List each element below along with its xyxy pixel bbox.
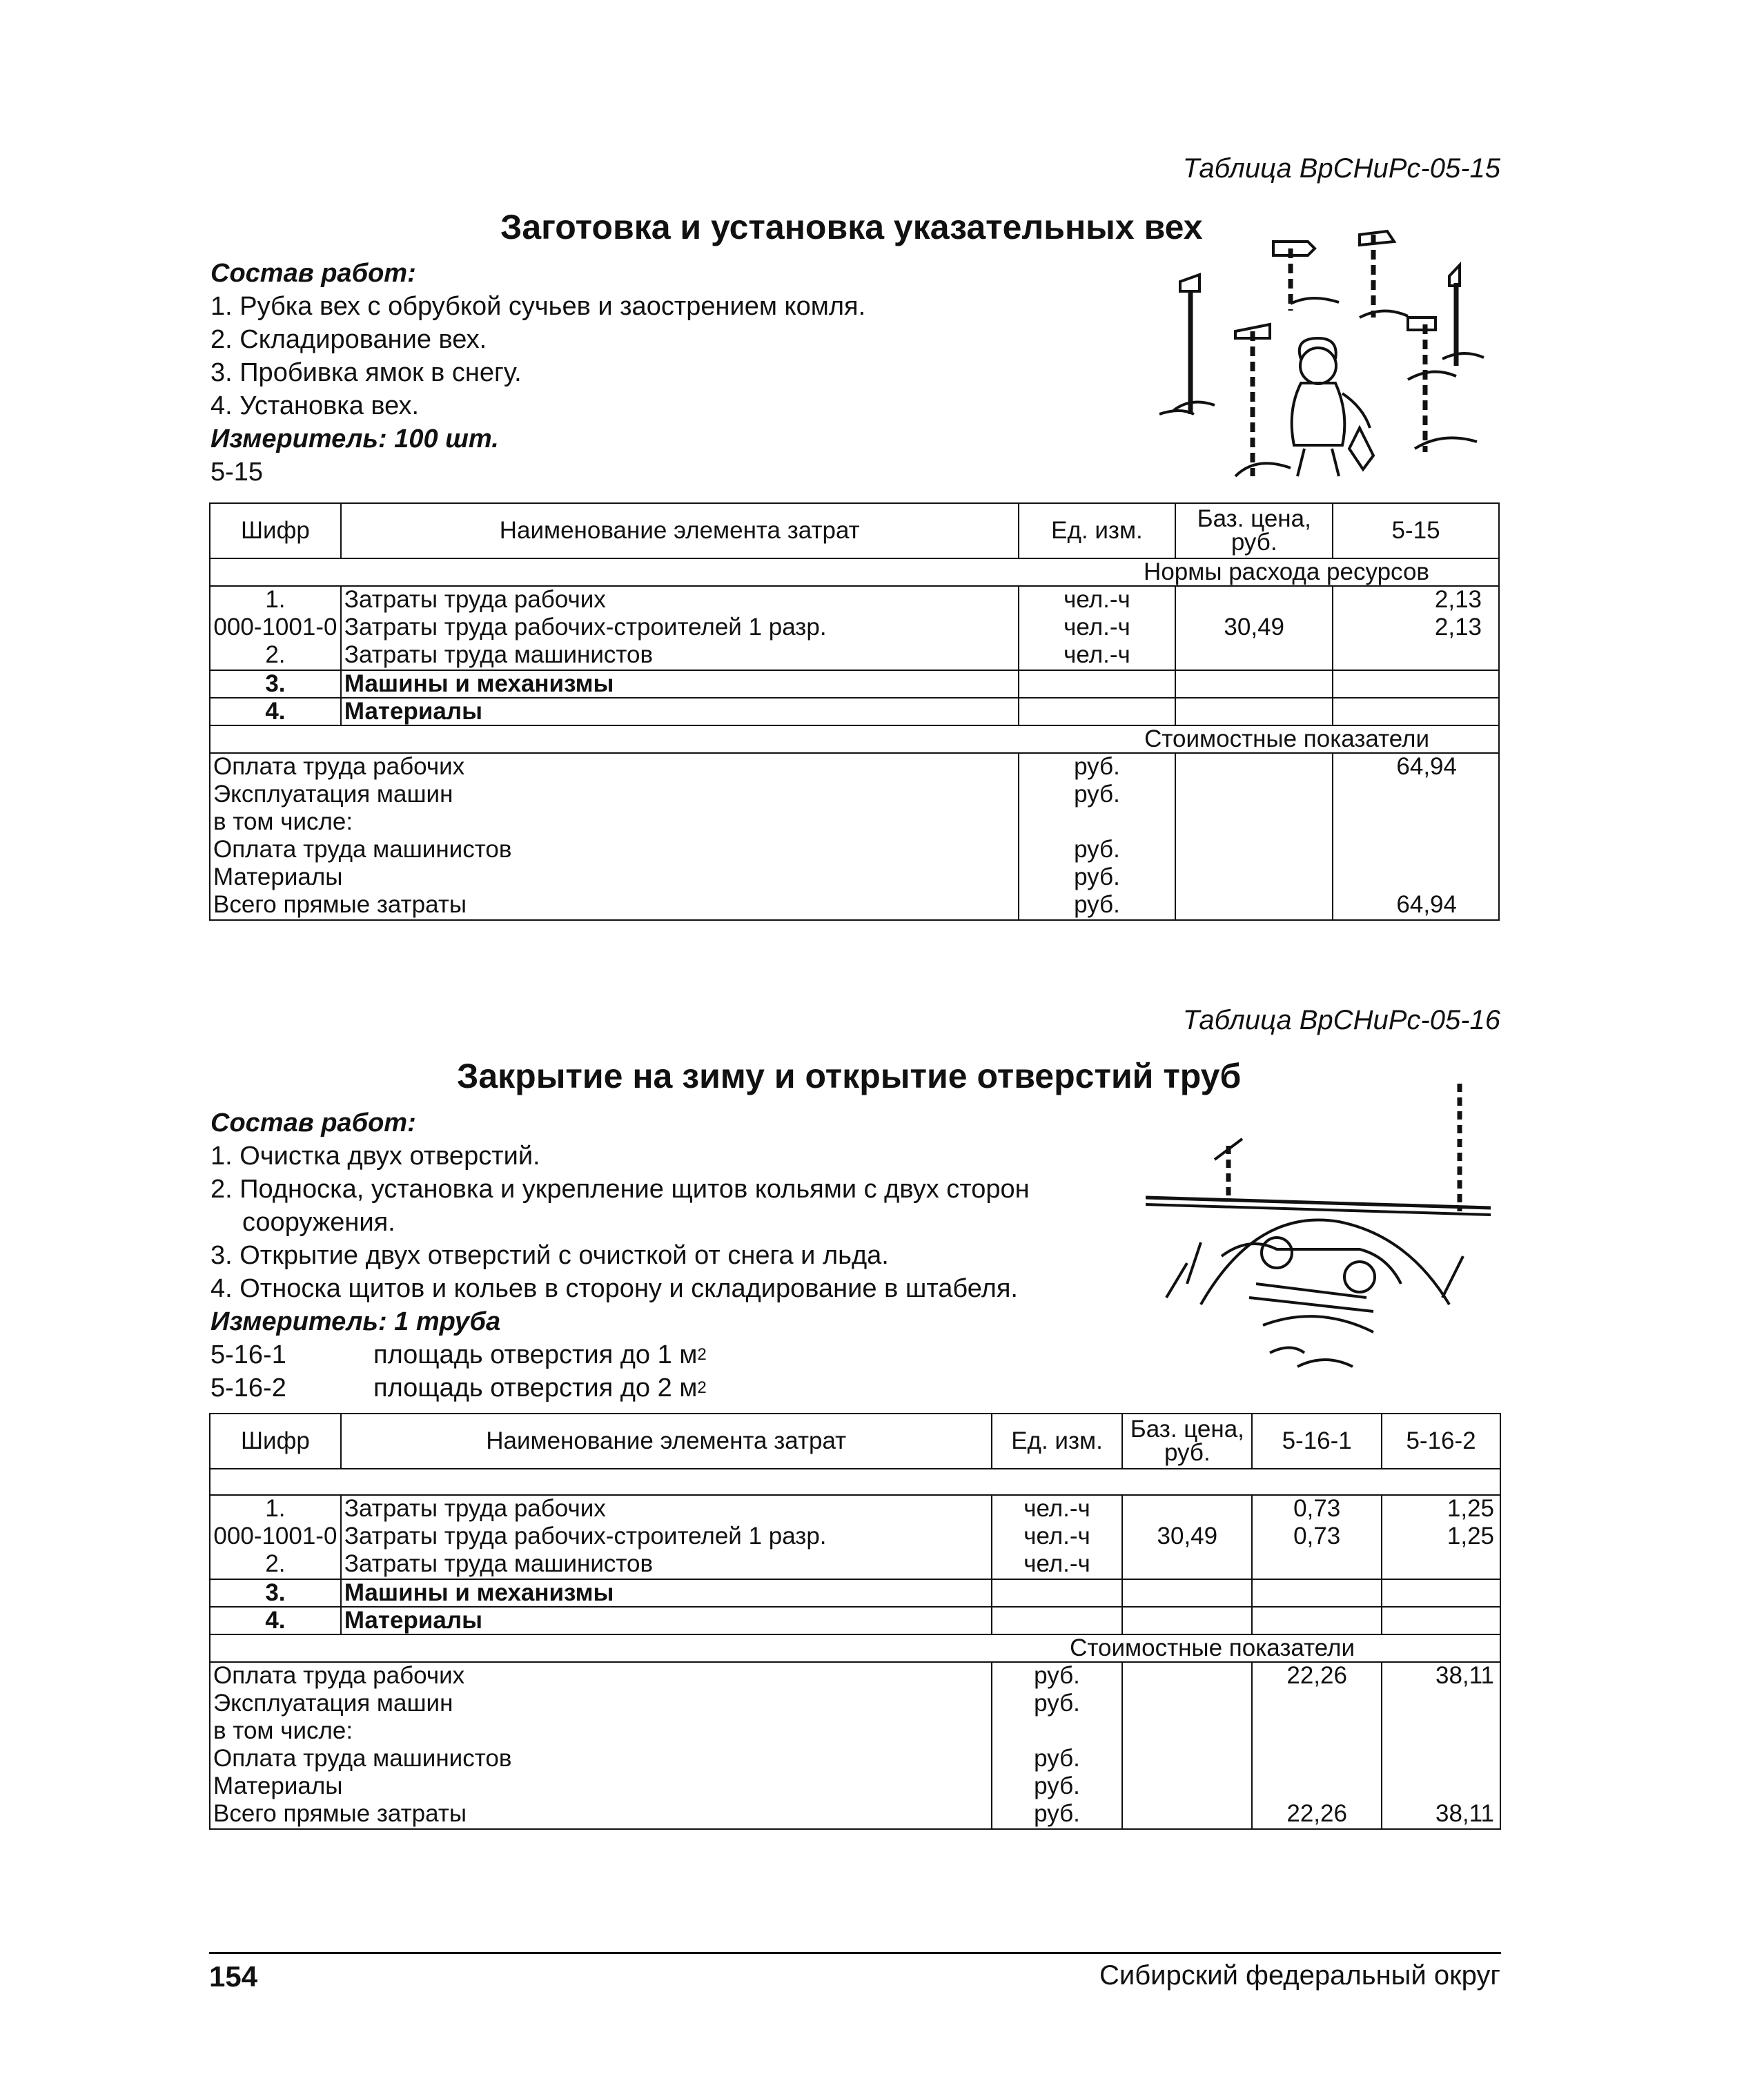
cost-value [1336,837,1457,864]
labor-rows [210,586,1499,670]
row-code: 000-1001-0 [213,614,337,641]
row-code: 1. [265,586,286,613]
cost-value: 22,26 [1286,1662,1347,1689]
variant-sup: 2 [697,1345,707,1364]
work-item: 4. Установка вех. [210,391,420,420]
work-item: 3. Пробивка ямок в снегу. [210,358,522,387]
header-unit: Ед. изм. [1019,503,1176,558]
header-code: Шифр [210,1414,341,1469]
cost-unit: руб. [1074,863,1120,890]
cost-unit: руб. [1034,1745,1080,1772]
row-name: Затраты труда рабочих-строителей 1 разр. [344,614,827,641]
row-code: 1. [265,1495,286,1522]
cost-name: Оплата труда рабочих [213,1662,465,1689]
cost-unit [995,1718,1119,1746]
cost-unit: руб. [1034,1772,1080,1799]
cost-name: в том числе: [213,808,353,835]
row-name: Затраты труда машинистов [344,641,654,668]
work-item: 2. Складирование вех. [210,325,487,354]
cost-value [1385,1718,1494,1746]
row-price: 30,49 [1157,1523,1218,1550]
row-value [1385,1551,1494,1579]
row-unit: чел.-ч [1064,614,1130,641]
row-name: Затраты труда рабочих-строителей 1 разр. [344,1523,827,1550]
header-col1: 5-15 [1333,503,1499,558]
variant-line [210,1338,1030,1371]
row-value: 2,13 [1434,614,1482,641]
cost-label: Стоимостные показатели [210,1634,1500,1662]
section-label-row [210,558,1499,586]
row-value: 1,25 [1447,1523,1494,1550]
header-unit: Ед. изм. [992,1414,1123,1469]
cost-name: Оплата труда машинистов [213,836,512,863]
table-header-row [210,503,1499,558]
table-header-row [210,1414,1500,1469]
cost-value [1255,1746,1378,1773]
section-label-row [210,1634,1500,1662]
work-item: 4. Относка щитов и кольев в сторону и складирование в штабеля. [210,1274,1018,1303]
cost-value [1336,864,1457,892]
table1-title: Заготовка и установка указательных вех [500,208,1203,246]
cost-value: 38,11 [1435,1800,1494,1827]
row-value: 1,25 [1447,1495,1494,1522]
norms-label: Нормы расхода ресурсов [210,558,1499,586]
row-value: 0,73 [1293,1523,1341,1550]
section-label-row [210,725,1499,753]
cost-label: Стоимостные показатели [210,725,1499,753]
variant-text: площадь отверстия до 2 м [373,1374,698,1403]
header-name: Наименование элемента затрат [341,503,1019,558]
table1-work-list [210,257,865,489]
header-name: Наименование элемента затрат [341,1414,992,1469]
works-header: Состав работ: [210,259,416,288]
marker-poles-illustration [1153,221,1511,490]
variant-line [210,1371,1030,1405]
variant-code: 5-16-1 [210,1340,286,1369]
cost-name: Оплата труда рабочих [213,753,465,780]
row-code: 2. [265,641,286,668]
cost-value [1255,1718,1378,1746]
header-col2: 5-16-2 [1382,1414,1500,1469]
cost-value: 64,94 [1396,753,1457,780]
cost-value [1336,809,1457,837]
cost-unit: руб. [1034,1662,1080,1689]
cost-unit: руб. [1074,891,1120,918]
cost-value: 38,11 [1435,1662,1494,1689]
work-item: 3. Открытие двух отверстий с очисткой от снега и льда. [210,1241,889,1270]
variant-code: 5-16-2 [210,1374,286,1403]
row-name: Затраты труда рабочих [344,1495,606,1522]
cost-unit: руб. [1074,836,1120,863]
code-line: 5-15 [210,458,264,487]
table2-title: Закрытие на зиму и открытие отверстий труб [457,1057,1242,1095]
cost-value [1255,1773,1378,1801]
pipe-opening-illustration [1146,1077,1505,1394]
cost-value [1385,1773,1494,1801]
row-unit: чел.-ч [1023,1523,1090,1550]
cost-rows [210,753,1499,920]
header-price: Баз. цена, руб. [1175,503,1333,558]
machines-row: 3. Машины и механизмы [210,1579,1500,1607]
row-value: 0,73 [1293,1495,1341,1522]
header-price: Баз. цена, руб. [1122,1414,1252,1469]
row-value [1336,642,1482,670]
page-number: 154 [209,1960,258,1993]
cost-name: Эксплуатация машин [213,781,453,808]
cost-value [1255,1690,1378,1718]
cost-unit: руб. [1074,781,1120,808]
materials-row: 4. Материалы [210,1607,1500,1634]
table2-caption: Таблица ВрСНиРс-05-16 [1182,1005,1500,1035]
cost-unit: руб. [1034,1800,1080,1827]
table1-caption: Таблица ВрСНиРс-05-15 [1182,153,1500,184]
cost-value: 64,94 [1396,891,1457,918]
footer-rule [209,1952,1501,1954]
row-unit: чел.-ч [1023,1495,1090,1522]
cost-name: в том числе: [213,1717,353,1744]
row-unit: чел.-ч [1023,1550,1090,1577]
materials-row: 4. Материалы [210,698,1499,725]
header-col1: 5-16-1 [1252,1414,1382,1469]
cost-unit: руб. [1034,1690,1080,1717]
empty-spacer-row [210,1469,1500,1495]
variant-sup: 2 [697,1378,707,1397]
cost-unit [1022,809,1173,837]
works-header: Состав работ: [210,1108,416,1137]
table2-work-list [210,1106,1030,1405]
cost-value [1385,1690,1494,1718]
cost-value: 22,26 [1286,1800,1347,1827]
table2-cost-table [209,1413,1501,1830]
row-price: 30,49 [1224,614,1285,641]
machines-row: 3. Машины и механизмы [210,670,1499,698]
header-code: Шифр [210,503,341,558]
labor-rows [210,1495,1500,1579]
cost-value [1336,781,1457,809]
row-unit: чел.-ч [1064,586,1130,613]
work-item: сооружения. [242,1208,395,1237]
measure-unit: Измеритель: 1 труба [210,1307,501,1336]
work-item: 1. Очистка двух отверстий. [210,1142,540,1171]
cost-name: Всего прямые затраты [213,1800,467,1827]
row-name: Затраты труда рабочих [344,586,606,613]
cost-name: Всего прямые затраты [213,891,467,918]
cost-value [1385,1746,1494,1773]
cost-unit: руб. [1074,753,1120,780]
footer-text: Сибирский федеральный округ [1099,1960,1500,1991]
cost-name: Материалы [213,863,343,890]
row-code: 000-1001-0 [213,1523,337,1550]
cost-rows [210,1662,1500,1829]
row-name: Затраты труда машинистов [344,1550,654,1577]
row-unit: чел.-ч [1064,641,1130,668]
row-value: 2,13 [1434,586,1482,613]
row-code: 2. [265,1550,286,1577]
cost-name: Материалы [213,1772,343,1799]
work-item: 2. Подноска, установка и укрепление щитов кольями с двух сторон [210,1175,1030,1204]
variant-text: площадь отверстия до 1 м [373,1340,698,1369]
work-item: 1. Рубка вех с обрубкой сучьев и заострением комля. [210,292,866,321]
table1-cost-table [209,502,1500,921]
row-value [1255,1551,1378,1579]
measure-unit: Измеритель: 100 шт. [210,424,499,453]
cost-name: Оплата труда машинистов [213,1745,512,1772]
cost-name: Эксплуатация машин [213,1690,453,1717]
